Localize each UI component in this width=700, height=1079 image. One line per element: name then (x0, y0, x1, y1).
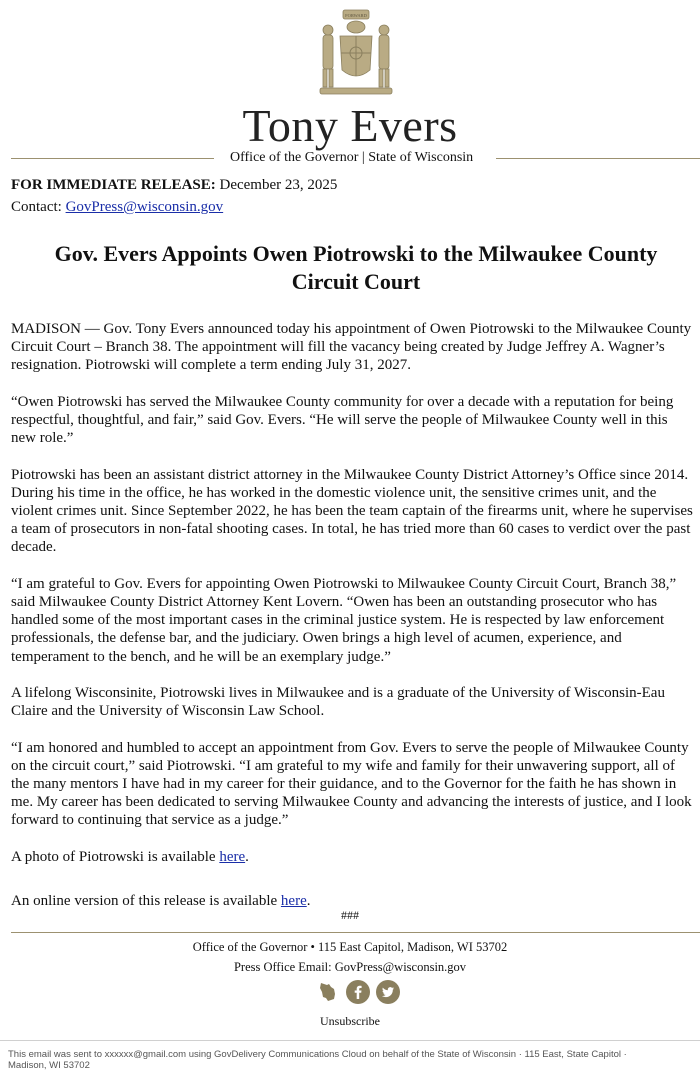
facebook-icon[interactable] (346, 980, 370, 1004)
paragraph-background: Piotrowski has been an assistant district attorney in the Milwaukee County District Attorney’s Office since 2014. During his time in the office, he has worked in the domestic violence unit, the sensitive crimes unit, and the violent crimes unit. Since September 2022, he has been the team captain of the firearms unit, where he supervises a team of prosecutors in non-fatal shooting cases. In total, he has tried more than 60 cases to verdict over the past decade. (11, 466, 693, 556)
seal-banner-text: FORWARD (345, 13, 367, 18)
article-body (11, 320, 695, 928)
photo-line: A photo of Piotrowski is available here. (11, 848, 249, 865)
wisconsin-state-icon[interactable] (316, 980, 340, 1004)
social-links (316, 980, 400, 1004)
contact-line (11, 198, 223, 216)
photo-link[interactable]: here (219, 848, 246, 865)
release-label: FOR IMMEDIATE RELEASE: (11, 177, 216, 193)
office-line: Office of the Governor | State of Wisconsin (230, 150, 474, 165)
paragraph-education: A lifelong Wisconsinite, Piotrowski lives in Milwaukee and is a graduate of the University of Wisconsin-Eau Claire and the University of Wisconsin Law School. (11, 685, 665, 720)
paragraph-appointee-quote: “I am honored and humbled to accept an appointment from Gov. Evers to serve the people of Milwaukee County on the circuit court,” said Piotrowski. “I am grateful to my wife and family for their unwavering support, all of the many mentors I have had in my career for their guidance, and to the Governor for the faith he has shown in me. My career has been dedicated to serving Milwaukee County and advancing the interests of justice, and I look forward to continuing that service as a judge.” (11, 739, 692, 829)
end-mark: ### (341, 908, 359, 922)
unsubscribe-link[interactable]: Unsubscribe (320, 1014, 380, 1028)
paragraph-da-quote: “I am grateful to Gov. Evers for appointing Owen Piotrowski to Milwaukee County Circuit Court, Branch 38,” said Milwaukee County District Attorney Kent Lovern. “Owen has been an outstanding prosecutor who has handled some of the most important cases in the criminal justice system. He is respected by law enforcement professionals, the defense bar, and the judiciary. Owen brings a high level of acumen, experience, and temperament to the bench, and he will be an exemplary judge.” (11, 575, 677, 665)
headline: Gov. Evers Appoints Owen Piotrowski to the Milwaukee County Circuit Court (54, 241, 658, 294)
header-rule (0, 150, 700, 166)
online-line: An online version of this release is available here. (11, 893, 311, 909)
online-version-link[interactable]: here (280, 893, 307, 909)
paragraph-intro: MADISON — Gov. Tony Evers announced today his appointment of Owen Piotrowski to the Milwaukee County Circuit Court – Branch 38. The appointment will fill the vacancy being created by Judge Jeffrey A. Wagner’s resignation. Piotrowski will complete a term ending July 31, 2027. (11, 321, 692, 374)
release-line (11, 176, 337, 194)
release-date: December 23, 2025 (219, 177, 338, 193)
governor-name: Tony Evers (242, 100, 458, 151)
footer-address: Office of the Governor • 115 East Capitol, Madison, WI 53702 (192, 940, 508, 954)
contact-email-link[interactable]: GovPress@wisconsin.gov (65, 199, 224, 215)
paragraph-governor-quote: “Owen Piotrowski has served the Milwaukee County community for over a decade with a reputation for being respectful, thoughtful, and fair,” said Gov. Evers. “He will serve the people of Milwaukee County well in this new role.” (11, 393, 674, 447)
contact-label: Contact: (11, 199, 62, 215)
disclaimer-text: This email was sent to xxxxxx@gmail.com using GovDelivery Communications Cloud on behalf of the State of Wisconsin · 115 East, State Capitol · Madison, WI 53702 (8, 1049, 627, 1071)
footer-press-email: Press Office Email: GovPress@wisconsin.gov (233, 960, 467, 974)
twitter-icon[interactable] (376, 980, 400, 1004)
footer-rule (11, 932, 700, 933)
disclaimer-rule (0, 1040, 700, 1041)
state-seal-icon (310, 8, 402, 100)
